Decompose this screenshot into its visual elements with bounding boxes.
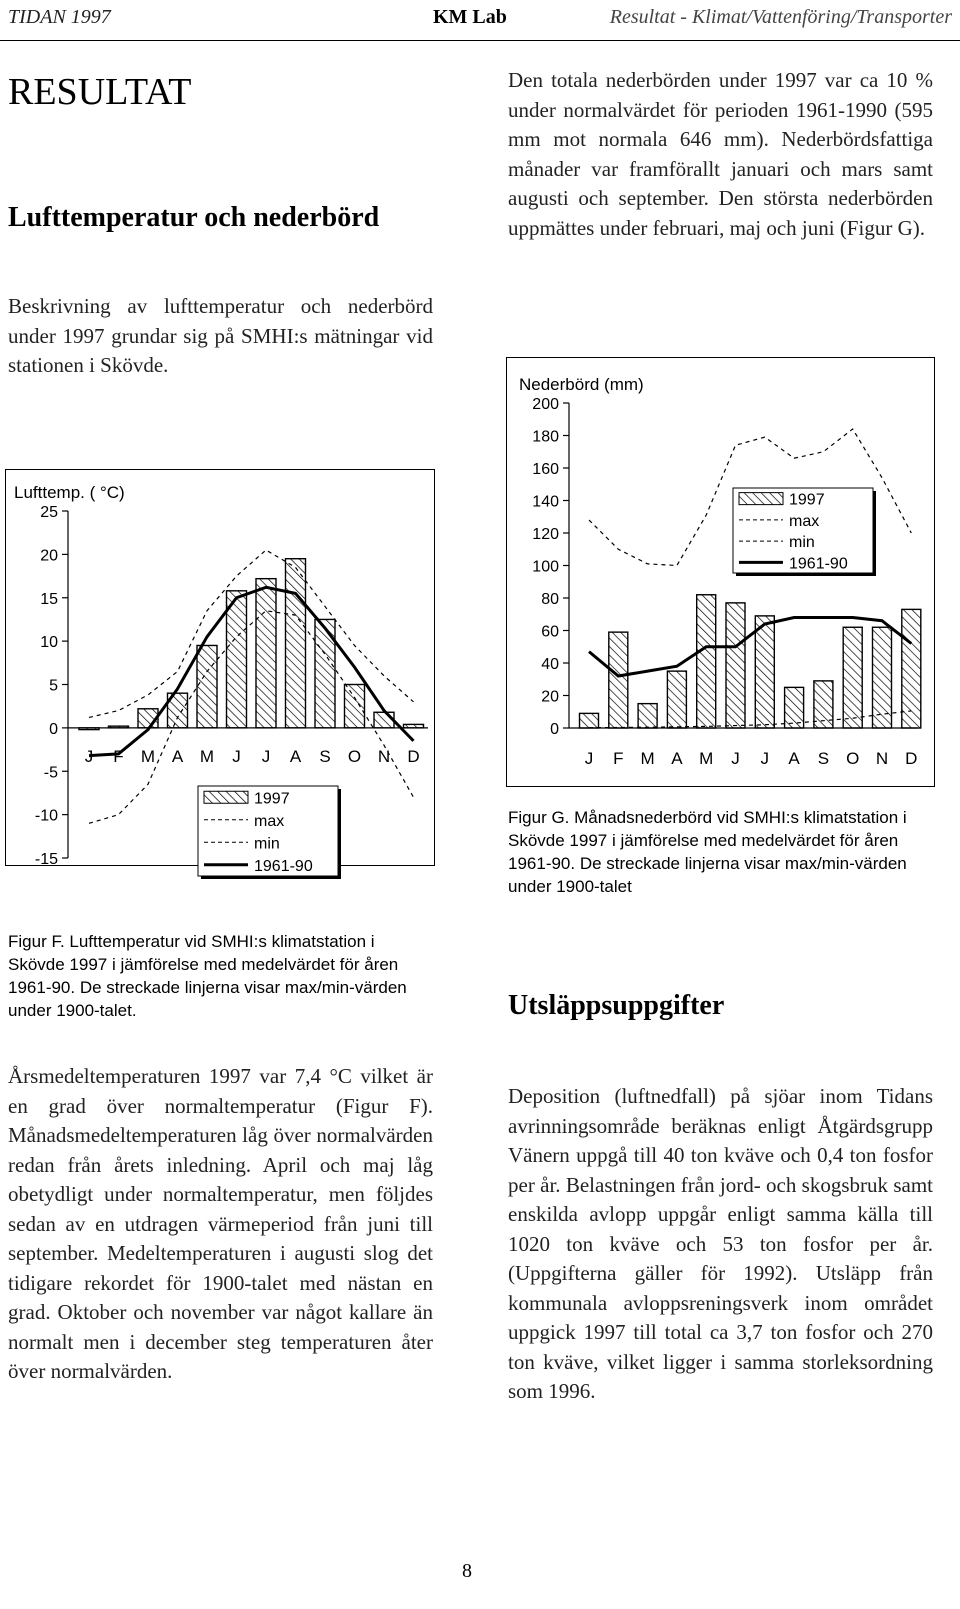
figg-y-tick-label: 180 <box>532 428 559 446</box>
figg-x-tick-label: D <box>905 749 918 768</box>
figf-bar-1997 <box>374 712 394 728</box>
figf-bar-1997 <box>404 724 424 727</box>
figg-bar-1997 <box>785 687 804 728</box>
figf-bar-1997 <box>227 591 247 728</box>
page-title: RESULTAT <box>8 71 192 113</box>
page-number: 8 <box>462 1560 472 1582</box>
intro-paragraph: Beskrivning av lufttemperatur och nederbörd under 1997 grundar sig på SMHI:s mätningar vid stationen i Skövde. <box>8 294 433 377</box>
header-right: Resultat - Klimat/Vattenföring/Transporter <box>609 6 952 28</box>
figf-legend-label-normal: 1961-90 <box>254 857 313 875</box>
figg-x-tick-label: F <box>613 749 624 768</box>
figf-x-tick-label: O <box>347 747 362 766</box>
figure-f-chart <box>6 470 434 875</box>
figg-legend-label-normal: 1961-90 <box>789 555 848 573</box>
figg-x-tick-label: A <box>671 749 683 768</box>
figg-y-tick-label: 100 <box>532 558 559 576</box>
figg-y-tick-label: 140 <box>532 493 559 511</box>
figf-bar-1997 <box>79 728 99 730</box>
figg-y-tick-label: 0 <box>550 721 559 738</box>
figg-x-tick-label: J <box>584 749 594 768</box>
figg-x-tick-label: S <box>817 749 830 768</box>
figf-y-tick-label: 25 <box>40 504 58 521</box>
figf-y-tick-label: 20 <box>40 547 58 565</box>
figf-x-tick-label: M <box>140 747 156 766</box>
figg-x-tick-label: O <box>846 749 860 768</box>
figf-x-tick-label: A <box>289 747 302 766</box>
figg-legend-label-max: max <box>789 512 820 530</box>
section-heading-climate: Lufttemperatur och nederbörd <box>8 202 380 233</box>
figf-y-tick-label: -5 <box>43 764 58 782</box>
figg-bar-1997 <box>609 632 628 728</box>
figg-y-tick-label: 160 <box>532 461 559 478</box>
figg-y-tick-label: 80 <box>541 591 559 608</box>
figg-x-tick-label: N <box>875 749 889 768</box>
figf-x-tick-label: M <box>199 747 215 766</box>
figg-bar-1997 <box>726 603 745 728</box>
figf-x-tick-label: J <box>261 747 271 766</box>
figg-bar-1997 <box>580 713 599 728</box>
figf-legend-swatch-1997 <box>204 791 248 803</box>
figf-x-tick-label: J <box>232 747 241 766</box>
figure-f-caption: Figur F. Lufttemperatur vid SMHI:s klimatstation i Skövde 1997 i jämförelse med medelvärdet för åren 1961-90. De streckade linjerna visar max/min-värden under 1900-talet. <box>8 932 407 1020</box>
figg-bar-1997 <box>697 595 716 728</box>
figg-legend-label-1997: 1997 <box>789 491 825 509</box>
figf-y-tick-label: 15 <box>40 590 58 608</box>
emissions-paragraph: Deposition (luftnedfall) på sjöar inom Tidans avrinningsområde beräknas enligt Åtgärdsgrupp Vänern uppgå till 40 ton kväve och 0,4 ton fosfor per år. Belastningen från jord- och skogsbruk samt enskilda avlopp uppgår enligt samma källa till 1020 ton kväve och 53 ton fosfor per år. (Uppgifterna gäller för 1992). Utsläpp från kommunala avloppsreningsverk inom området uppgick 1997 till total ca 3,7 ton fosfor och 270 ton kväve, vilket ligger i samma storleksordning som 1996. <box>508 1084 933 1403</box>
temperature-paragraph: Årsmedeltemperaturen 1997 var 7,4 °C vilket är en grad över normaltemperatur (Figur F). Månadsmedeltemperaturen låg över normalvärden redan från årets inledning. April och maj låg obetydligt under normaltemperatur, men följdes sedan av en utdragen värmeperiod från juni till september. Medeltemperaturen i augusti slog det tidigare rekordet för 1900-talet med nästan en grad. Oktober och november var något kallare än normalt men i december steg temperaturen åter över normalvärden. <box>8 1064 433 1383</box>
figg-bar-1997 <box>843 627 862 728</box>
figure-f-frame <box>5 469 435 875</box>
figg-legend-swatch-1997 <box>739 493 783 505</box>
figg-bar-1997 <box>638 704 657 728</box>
figf-bar-1997 <box>197 645 217 727</box>
figure-g-chart <box>507 358 934 786</box>
figf-y-tick-label: -15 <box>34 851 58 868</box>
figg-y-tick-label: 200 <box>532 396 559 413</box>
precipitation-paragraph: Den totala nederbörden under 1997 var ca 10 % under normalvärdet för perioden 1961-1990 (595 mm mot normala 646 mm). Nederbördsfattiga månader var framförallt januari och mars samt augusti och september. Den största nederbörden uppmättes under februari, maj och juni (Figur G). <box>508 68 933 240</box>
figure-g-frame <box>506 357 935 787</box>
figf-x-tick-label: S <box>319 747 331 766</box>
figf-x-tick-label: F <box>113 747 124 766</box>
figf-bar-1997 <box>109 726 129 728</box>
figg-bar-1997 <box>873 627 892 728</box>
figg-series-min <box>589 711 911 728</box>
figg-bar-1997 <box>667 671 686 728</box>
figf-bar-1997 <box>256 579 276 728</box>
figg-x-tick-label: M <box>699 749 714 768</box>
figg-series-normal <box>589 618 911 677</box>
figg-y-tick-label: 60 <box>541 623 559 641</box>
figf-legend-label-1997: 1997 <box>254 790 290 808</box>
figf-x-tick-label: J <box>84 747 94 766</box>
figg-y-axis-label: Nederbörd (mm) <box>519 375 644 394</box>
figg-legend-label-min: min <box>789 534 815 552</box>
figf-y-tick-label: 10 <box>40 634 58 652</box>
figg-x-tick-label: A <box>788 749 800 768</box>
figf-y-tick-label: 0 <box>49 720 58 738</box>
page-header <box>0 0 960 41</box>
figf-x-tick-label: A <box>171 747 184 766</box>
figg-y-tick-label: 40 <box>541 656 559 673</box>
figf-y-tick-label: 5 <box>49 677 58 695</box>
header-center: KM Lab <box>433 6 507 28</box>
figf-legend-label-max: max <box>254 812 285 830</box>
figg-x-tick-label: M <box>640 749 655 768</box>
figf-bar-1997 <box>286 559 306 728</box>
figg-y-tick-label: 120 <box>532 526 559 543</box>
header-left: TIDAN 1997 <box>8 6 111 28</box>
figf-bar-1997 <box>345 685 365 728</box>
figg-y-tick-label: 20 <box>541 688 559 706</box>
figf-x-tick-label: D <box>407 747 420 766</box>
figf-y-axis-label: Lufttemp. ( °C) <box>14 483 125 502</box>
figg-x-tick-label: J <box>760 749 770 768</box>
figure-g-caption: Figur G. Månadsnederbörd vid SMHI:s klimatstation i Skövde 1997 i jämförelse med medelvärdet för åren 1961-90. De streckade linjerna visar max/min-värden under 1900-talet <box>508 808 907 896</box>
figf-y-tick-label: -10 <box>34 807 58 825</box>
figf-legend-label-min: min <box>254 835 280 853</box>
figg-x-tick-label: J <box>731 749 740 768</box>
figf-series-normal <box>89 587 414 755</box>
figf-x-tick-label: N <box>377 747 391 766</box>
figg-bar-1997 <box>902 609 921 728</box>
figg-bar-1997 <box>755 616 774 728</box>
section-heading-emissions: Utsläppsuppgifter <box>508 990 725 1021</box>
